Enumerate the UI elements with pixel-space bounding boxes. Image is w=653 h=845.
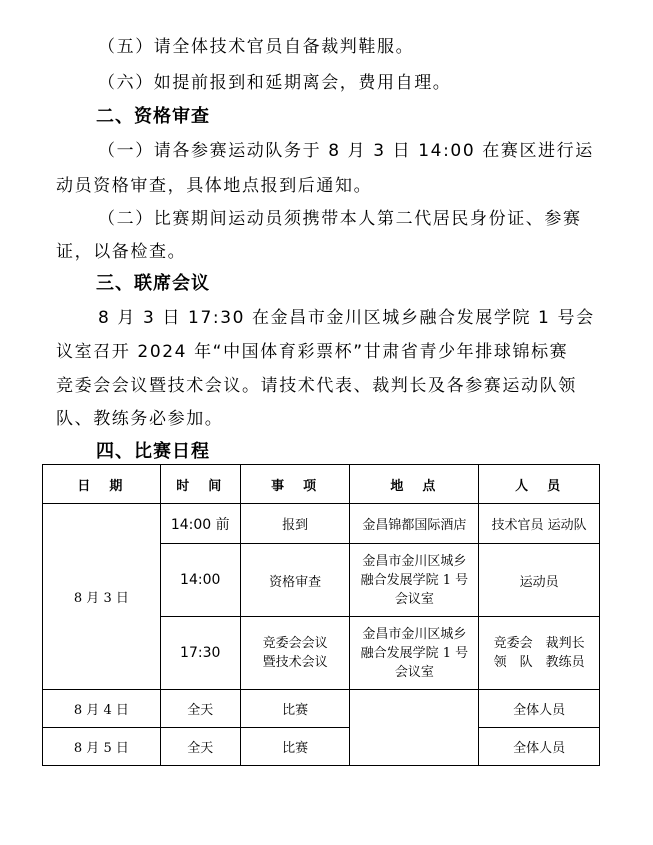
paragraph-line: 队、教练务必参加。 bbox=[56, 409, 224, 429]
time-cell: 全天 bbox=[160, 728, 240, 766]
paragraph-item-6: （六）如提前报到和延期离会，费用自理。 bbox=[98, 73, 452, 93]
column-header-date: 日 期 bbox=[43, 465, 161, 504]
time-cell: 14:00 bbox=[160, 544, 240, 617]
column-header-time: 时 间 bbox=[160, 465, 240, 504]
table-row bbox=[43, 728, 600, 766]
item-cell: 比赛 bbox=[240, 690, 350, 728]
table-row bbox=[43, 690, 600, 728]
paragraph-line: 证，以备检查。 bbox=[56, 242, 187, 262]
item-cell: 报到 bbox=[240, 504, 350, 544]
place-line: 金昌市金川区城乡 bbox=[362, 553, 467, 569]
table-row bbox=[43, 504, 600, 544]
place-line: 融合发展学院 1 号 bbox=[360, 645, 469, 661]
paragraph-line: 8 月 3 日 17:30 在金昌市金川区城乡融合发展学院 1 号会 bbox=[98, 308, 595, 328]
people-line: 竞委会 裁判长 bbox=[493, 636, 585, 651]
time-cell: 14:00 前 bbox=[160, 504, 240, 544]
people-line: 领 队 教练员 bbox=[493, 655, 585, 670]
place-line: 会议室 bbox=[394, 664, 434, 680]
section-heading-4: 四、比赛日程 bbox=[96, 441, 210, 462]
item-cell: 比赛 bbox=[240, 728, 350, 766]
item-cell bbox=[240, 617, 350, 690]
column-header-place: 地 点 bbox=[350, 465, 479, 504]
place-cell bbox=[350, 544, 479, 617]
people-cell: 运动员 bbox=[479, 544, 600, 617]
place-cell: 金昌锦都国际酒店 bbox=[350, 504, 479, 544]
people-cell: 技术官员 运动队 bbox=[479, 504, 600, 544]
item-cell: 资格审查 bbox=[240, 544, 350, 617]
date-cell: 8 月 3 日 bbox=[43, 504, 161, 690]
paragraph-line: 竞委会会议暨技术会议。请技术代表、裁判长及各参赛运动队领 bbox=[56, 376, 577, 396]
people-cell bbox=[479, 617, 600, 690]
paragraph-line: （一）请各参赛运动队务于 8 月 3 日 14:00 在赛区进行运 bbox=[98, 141, 594, 161]
item-line: 暨技术会议 bbox=[262, 655, 328, 670]
item-line: 竞委会会议 bbox=[262, 636, 328, 651]
place-line: 金昌市金川区城乡 bbox=[362, 626, 467, 642]
section-heading-3: 三、联席会议 bbox=[96, 273, 210, 294]
date-cell: 8 月 4 日 bbox=[43, 690, 161, 728]
column-header-item: 事 项 bbox=[240, 465, 350, 504]
paragraph-line: （二）比赛期间运动员须携带本人第二代居民身份证、参赛 bbox=[98, 209, 582, 229]
paragraph-line: 动员资格审查，具体地点报到后通知。 bbox=[56, 176, 373, 196]
time-cell: 全天 bbox=[160, 690, 240, 728]
place-line: 融合发展学院 1 号 bbox=[360, 572, 469, 588]
section-heading-2: 二、资格审查 bbox=[96, 106, 210, 127]
column-header-people: 人 员 bbox=[479, 465, 600, 504]
time-cell: 17:30 bbox=[160, 617, 240, 690]
place-line: 会议室 bbox=[394, 591, 434, 607]
date-cell: 8 月 5 日 bbox=[43, 728, 161, 766]
table-header-row bbox=[43, 465, 600, 504]
place-cell-empty bbox=[350, 690, 479, 766]
people-cell: 全体人员 bbox=[479, 690, 600, 728]
place-cell bbox=[350, 617, 479, 690]
paragraph-line: 议室召开 2024 年“中国体育彩票杯”甘肃省青少年排球锦标赛 bbox=[56, 342, 569, 362]
people-cell: 全体人员 bbox=[479, 728, 600, 766]
schedule-table bbox=[42, 464, 600, 766]
paragraph-item-5: （五）请全体技术官员自备裁判鞋服。 bbox=[98, 37, 415, 57]
